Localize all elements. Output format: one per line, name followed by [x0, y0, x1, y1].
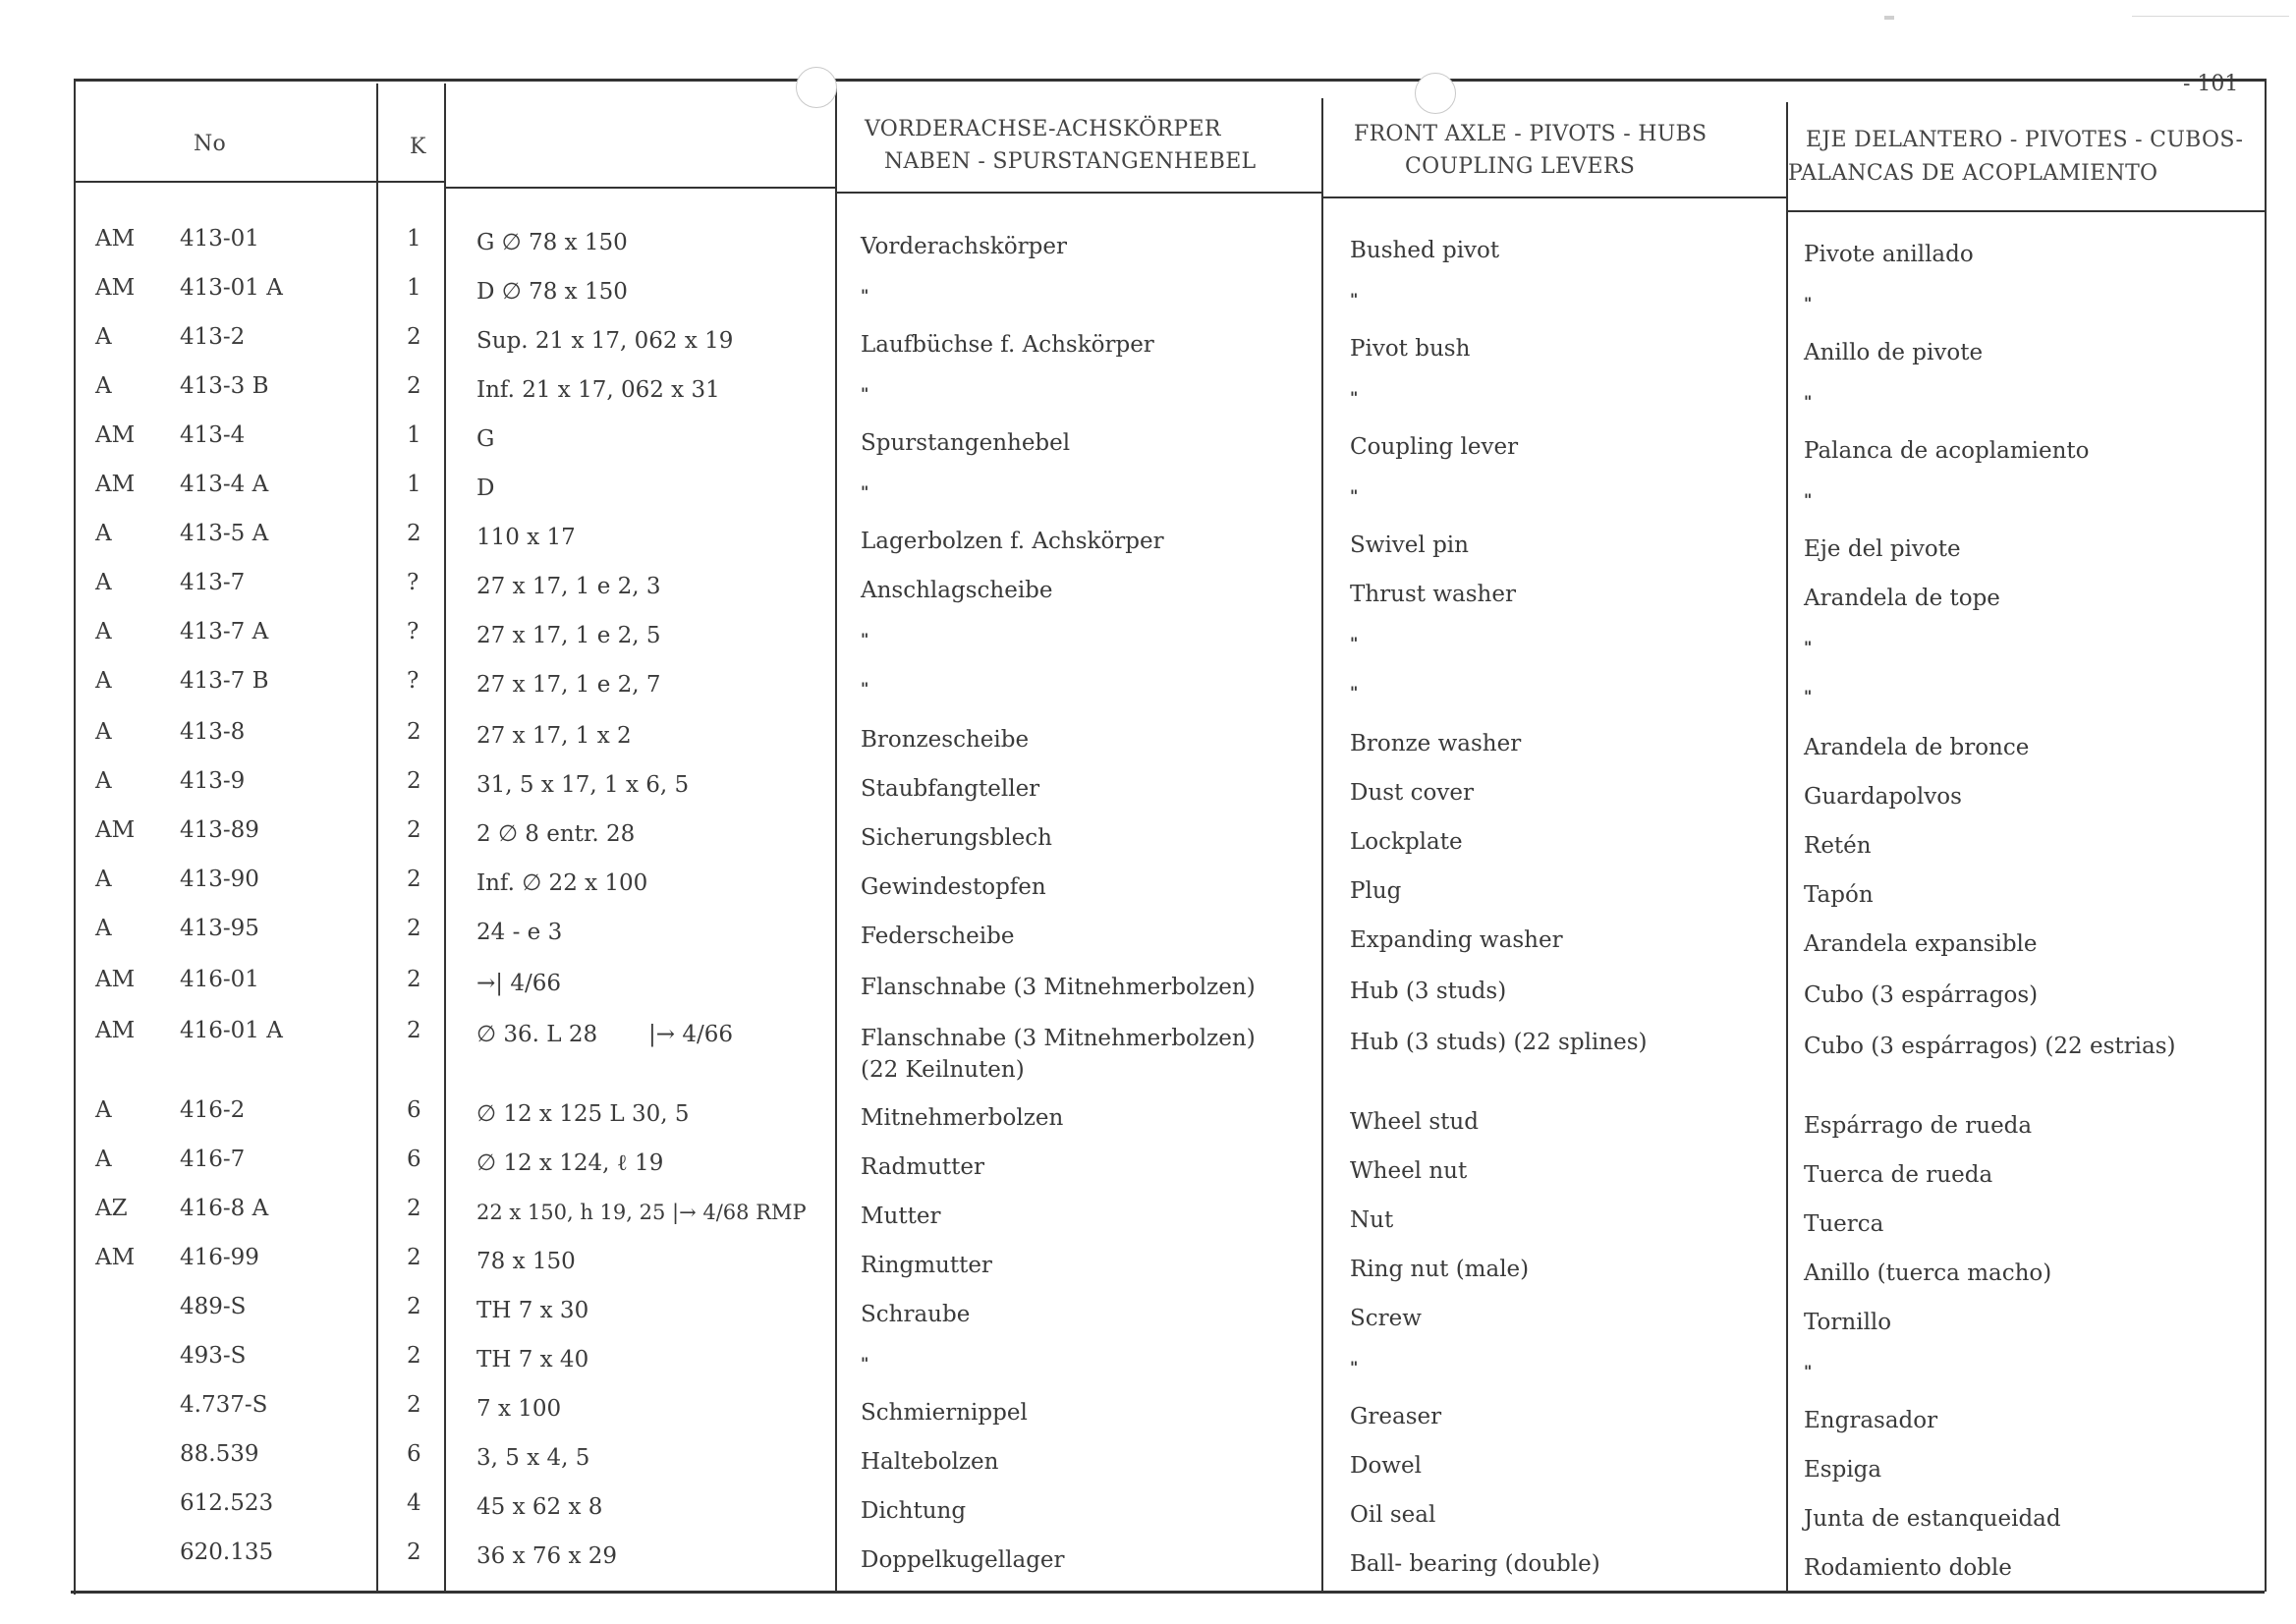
- description-spanish: Cubo (3 espárragos): [1804, 982, 2039, 1008]
- description-english: Wheel nut: [1350, 1158, 1468, 1184]
- quantity-k: 2: [407, 967, 421, 992]
- description-spanish: Guardapolvos: [1804, 784, 1962, 810]
- part-number: 416-99: [180, 1245, 259, 1270]
- part-spec: 22 x 150, h 19, 25 |→ 4/68 RMP: [476, 1201, 807, 1224]
- description-german: Radmutter: [861, 1154, 984, 1180]
- description-german: Vorderachskörper: [861, 234, 1067, 259]
- part-number: 413-5 A: [180, 521, 269, 546]
- quantity-k: 2: [407, 1018, 421, 1043]
- description-german: Doppelkugellager: [861, 1547, 1065, 1573]
- part-spec: 27 x 17, 1 x 2: [476, 723, 632, 749]
- description-english: ": [1350, 290, 1359, 308]
- header-rule: [444, 187, 835, 189]
- part-prefix: AZ: [95, 1196, 128, 1221]
- description-german: Schmiernippel: [861, 1400, 1028, 1426]
- page-number: - 101: [2183, 72, 2239, 96]
- description-german: Mitnehmerbolzen: [861, 1105, 1064, 1131]
- part-spec: 7 x 100: [476, 1396, 562, 1422]
- description-english: Wheel stud: [1350, 1109, 1479, 1135]
- part-spec: 36 x 76 x 29: [476, 1543, 617, 1569]
- part-number: 413-2: [180, 324, 246, 350]
- description-german: Ringmutter: [861, 1253, 992, 1278]
- quantity-k: 2: [407, 521, 421, 546]
- part-spec: 3, 5 x 4, 5: [476, 1445, 590, 1471]
- quantity-k: ?: [407, 619, 420, 644]
- header-rule: [835, 192, 1321, 194]
- description-german: ": [861, 1354, 869, 1372]
- description-english: Hub (3 studs) (22 splines): [1350, 1030, 1648, 1055]
- part-number: 416-01 A: [180, 1018, 283, 1043]
- col-sep-de-en: [1321, 98, 1323, 1592]
- header-rule: [1321, 196, 1786, 198]
- description-spanish: Tuerca: [1804, 1211, 1884, 1237]
- part-prefix: AM: [95, 1245, 136, 1270]
- description-spanish: ": [1804, 1362, 1813, 1380]
- quantity-k: 2: [407, 1294, 421, 1319]
- part-number: 413-9: [180, 768, 246, 794]
- description-german: ": [861, 482, 869, 501]
- header-german-line1: VORDERACHSE-ACHSKÖRPER: [865, 117, 1221, 141]
- part-number: 416-01: [180, 967, 259, 992]
- part-number: 416-8 A: [180, 1196, 269, 1221]
- description-english: Bronze washer: [1350, 731, 1522, 756]
- part-number: 413-01: [180, 226, 259, 252]
- col-sep-spec-de: [835, 88, 837, 1592]
- header-spanish-line2: PALANCAS DE ACOPLAMIENTO: [1788, 161, 2158, 186]
- description-spanish: Engrasador: [1804, 1408, 1938, 1433]
- description-spanish: ": [1804, 392, 1813, 411]
- part-number: 620.135: [180, 1540, 274, 1565]
- part-number: 416-7: [180, 1147, 246, 1172]
- header-rule: [1786, 210, 2265, 212]
- part-spec-extra: |→ 4/66: [648, 1022, 733, 1047]
- table-bottom-border: [71, 1591, 2265, 1594]
- quantity-k: 2: [407, 719, 421, 745]
- description-english: Thrust washer: [1350, 582, 1516, 607]
- part-prefix: A: [95, 373, 112, 399]
- part-number: 413-90: [180, 867, 259, 892]
- part-number: 4.737-S: [180, 1392, 268, 1418]
- part-prefix: A: [95, 521, 112, 546]
- quantity-k: 2: [407, 373, 421, 399]
- description-english: ": [1350, 634, 1359, 652]
- scan-mark: [1884, 16, 1894, 20]
- description-english: Swivel pin: [1350, 532, 1469, 558]
- description-spanish: Anillo (tuerca macho): [1804, 1260, 2052, 1286]
- part-number: 413-7 B: [180, 668, 269, 694]
- description-spanish: ": [1804, 490, 1813, 509]
- quantity-k: 1: [407, 422, 421, 448]
- description-spanish: Arandela de bronce: [1804, 735, 2030, 760]
- description-spanish: ": [1804, 687, 1813, 705]
- quantity-k: 2: [407, 1245, 421, 1270]
- part-spec: D: [476, 476, 495, 501]
- description-english: Ball- bearing (double): [1350, 1551, 1600, 1577]
- description-german-extra: (22 Keilnuten): [861, 1057, 1025, 1083]
- header-k: K: [410, 135, 426, 159]
- quantity-k: 4: [407, 1490, 421, 1516]
- description-english: Greaser: [1350, 1404, 1442, 1429]
- part-number: 413-4: [180, 422, 246, 448]
- part-prefix: A: [95, 668, 112, 694]
- description-german: Mutter: [861, 1204, 941, 1229]
- part-number: 413-4 A: [180, 472, 269, 497]
- description-german: Spurstangenhebel: [861, 430, 1071, 456]
- description-english: Coupling lever: [1350, 434, 1519, 460]
- description-german: ": [861, 286, 869, 305]
- description-german: Schraube: [861, 1302, 971, 1327]
- quantity-k: 2: [407, 324, 421, 350]
- description-english: ": [1350, 1358, 1359, 1376]
- quantity-k: 2: [407, 1343, 421, 1369]
- description-english: Hub (3 studs): [1350, 979, 1507, 1004]
- part-spec: 2 ∅ 8 entr. 28: [476, 821, 636, 847]
- header-english-line2: COUPLING LEVERS: [1405, 154, 1636, 179]
- punch-hole: [1415, 73, 1456, 114]
- description-english: ": [1350, 388, 1359, 407]
- description-german: ": [861, 679, 869, 698]
- part-prefix: A: [95, 867, 112, 892]
- description-english: Bushed pivot: [1350, 238, 1500, 263]
- part-spec: G: [476, 426, 495, 452]
- description-spanish: Junta de estanqueidad: [1804, 1506, 2061, 1532]
- part-spec: ∅ 12 x 125 L 30, 5: [476, 1101, 690, 1127]
- part-number: 612.523: [180, 1490, 274, 1516]
- quantity-k: 6: [407, 1097, 421, 1123]
- description-german: Laufbüchse f. Achskörper: [861, 332, 1154, 358]
- part-spec: G ∅ 78 x 150: [476, 230, 628, 255]
- header-german-line2: NABEN - SPURSTANGENHEBEL: [884, 149, 1257, 174]
- part-prefix: AM: [95, 472, 136, 497]
- quantity-k: ?: [407, 668, 420, 694]
- part-prefix: A: [95, 916, 112, 941]
- description-spanish: Espárrago de rueda: [1804, 1113, 2033, 1139]
- part-number: 416-2: [180, 1097, 246, 1123]
- description-german: Lagerbolzen f. Achskörper: [861, 529, 1164, 554]
- description-german: Gewindestopfen: [861, 874, 1046, 900]
- part-spec: ∅ 12 x 124, ℓ 19: [476, 1150, 664, 1176]
- description-english: Screw: [1350, 1306, 1422, 1331]
- description-english: Nut: [1350, 1207, 1394, 1233]
- description-german: Dichtung: [861, 1498, 967, 1524]
- quantity-k: 2: [407, 1540, 421, 1565]
- part-prefix: A: [95, 719, 112, 745]
- description-spanish: Espiga: [1804, 1457, 1882, 1483]
- scan-line: [2132, 16, 2289, 17]
- description-spanish: Cubo (3 espárragos) (22 estrias): [1804, 1034, 2176, 1059]
- description-english: Expanding washer: [1350, 927, 1563, 953]
- part-spec: 27 x 17, 1 e 2, 7: [476, 672, 661, 698]
- part-spec: 78 x 150: [476, 1249, 576, 1274]
- quantity-k: 6: [407, 1147, 421, 1172]
- part-spec: 110 x 17: [476, 525, 576, 550]
- description-spanish: Pivote anillado: [1804, 242, 1974, 267]
- description-german: Haltebolzen: [861, 1449, 999, 1475]
- header-english-line1: FRONT AXLE - PIVOTS - HUBS: [1354, 122, 1708, 146]
- description-spanish: Tapón: [1804, 882, 1874, 908]
- col-sep-k-spec: [444, 84, 446, 1592]
- header-no: No: [194, 132, 227, 156]
- description-german: ": [861, 630, 869, 648]
- part-prefix: A: [95, 768, 112, 794]
- description-german: Flanschnabe (3 Mitnehmerbolzen): [861, 1026, 1256, 1051]
- description-spanish: Rodamiento doble: [1804, 1555, 2012, 1581]
- quantity-k: 2: [407, 817, 421, 843]
- part-prefix: A: [95, 324, 112, 350]
- part-spec: TH 7 x 30: [476, 1298, 589, 1323]
- quantity-k: 2: [407, 1196, 421, 1221]
- description-spanish: Retén: [1804, 833, 1872, 859]
- part-prefix: AM: [95, 817, 136, 843]
- part-number: 413-89: [180, 817, 259, 843]
- part-spec: Inf. ∅ 22 x 100: [476, 870, 648, 896]
- col-right-border: [2265, 79, 2267, 1592]
- description-spanish: Arandela de tope: [1804, 586, 2000, 611]
- part-spec: ∅ 36. L 28: [476, 1022, 598, 1047]
- punch-hole: [796, 67, 837, 108]
- description-spanish: Palanca de acoplamiento: [1804, 438, 2090, 464]
- description-english: Dowel: [1350, 1453, 1422, 1479]
- description-spanish: Eje del pivote: [1804, 536, 1961, 562]
- part-number: 413-95: [180, 916, 259, 941]
- part-spec: Inf. 21 x 17, 062 x 31: [476, 377, 720, 403]
- part-number: 413-01 A: [180, 275, 283, 301]
- quantity-k: 1: [407, 472, 421, 497]
- description-german: Anschlagscheibe: [861, 578, 1053, 603]
- part-prefix: AM: [95, 967, 136, 992]
- description-english: Plug: [1350, 878, 1402, 904]
- part-prefix: A: [95, 1147, 112, 1172]
- description-english: Pivot bush: [1350, 336, 1471, 362]
- col-sep-en-es: [1786, 102, 1788, 1592]
- description-german: ": [861, 384, 869, 403]
- description-spanish: Arandela expansible: [1804, 931, 2038, 957]
- col-sep-no-k: [376, 84, 378, 1592]
- part-spec: 24 - e 3: [476, 920, 563, 945]
- quantity-k: 2: [407, 867, 421, 892]
- description-german: Staubfangteller: [861, 776, 1040, 802]
- part-prefix: A: [95, 570, 112, 595]
- part-spec: 45 x 62 x 8: [476, 1494, 603, 1520]
- description-english: Dust cover: [1350, 780, 1474, 806]
- part-number: 413-8: [180, 719, 246, 745]
- part-spec: Sup. 21 x 17, 062 x 19: [476, 328, 734, 354]
- description-english: Lockplate: [1350, 829, 1463, 855]
- part-number: 493-S: [180, 1343, 247, 1369]
- part-number: 413-7: [180, 570, 246, 595]
- part-number: 413-3 B: [180, 373, 269, 399]
- part-spec: 27 x 17, 1 e 2, 5: [476, 623, 661, 648]
- header-rule: [76, 181, 444, 183]
- table-frame: [74, 79, 2267, 1595]
- part-prefix: A: [95, 1097, 112, 1123]
- part-prefix: AM: [95, 226, 136, 252]
- description-spanish: ": [1804, 294, 1813, 312]
- part-spec: TH 7 x 40: [476, 1347, 589, 1372]
- description-english: Ring nut (male): [1350, 1257, 1530, 1282]
- part-prefix: AM: [95, 275, 136, 301]
- description-spanish: Tornillo: [1804, 1310, 1892, 1335]
- part-spec: 27 x 17, 1 e 2, 3: [476, 574, 661, 599]
- description-german: Federscheibe: [861, 924, 1015, 949]
- part-prefix: AM: [95, 422, 136, 448]
- quantity-k: 1: [407, 226, 421, 252]
- description-german: Flanschnabe (3 Mitnehmerbolzen): [861, 975, 1256, 1000]
- description-english: ": [1350, 683, 1359, 701]
- quantity-k: 6: [407, 1441, 421, 1467]
- quantity-k: 2: [407, 768, 421, 794]
- header-spanish-line1: EJE DELANTERO - PIVOTES - CUBOS-: [1806, 128, 2244, 152]
- description-spanish: ": [1804, 638, 1813, 656]
- quantity-k: 2: [407, 916, 421, 941]
- part-prefix: A: [95, 619, 112, 644]
- part-number: 88.539: [180, 1441, 259, 1467]
- description-german: Sicherungsblech: [861, 825, 1052, 851]
- description-spanish: Tuerca de rueda: [1804, 1162, 1993, 1188]
- part-number: 413-7 A: [180, 619, 269, 644]
- description-english: Oil seal: [1350, 1502, 1436, 1528]
- part-number: 489-S: [180, 1294, 247, 1319]
- description-spanish: Anillo de pivote: [1804, 340, 1984, 365]
- part-spec: →| 4/66: [476, 971, 561, 996]
- quantity-k: 1: [407, 275, 421, 301]
- description-german: Bronzescheibe: [861, 727, 1030, 753]
- part-prefix: AM: [95, 1018, 136, 1043]
- part-spec: 31, 5 x 17, 1 x 6, 5: [476, 772, 690, 798]
- description-english: ": [1350, 486, 1359, 505]
- part-spec: D ∅ 78 x 150: [476, 279, 628, 305]
- quantity-k: ?: [407, 570, 420, 595]
- quantity-k: 2: [407, 1392, 421, 1418]
